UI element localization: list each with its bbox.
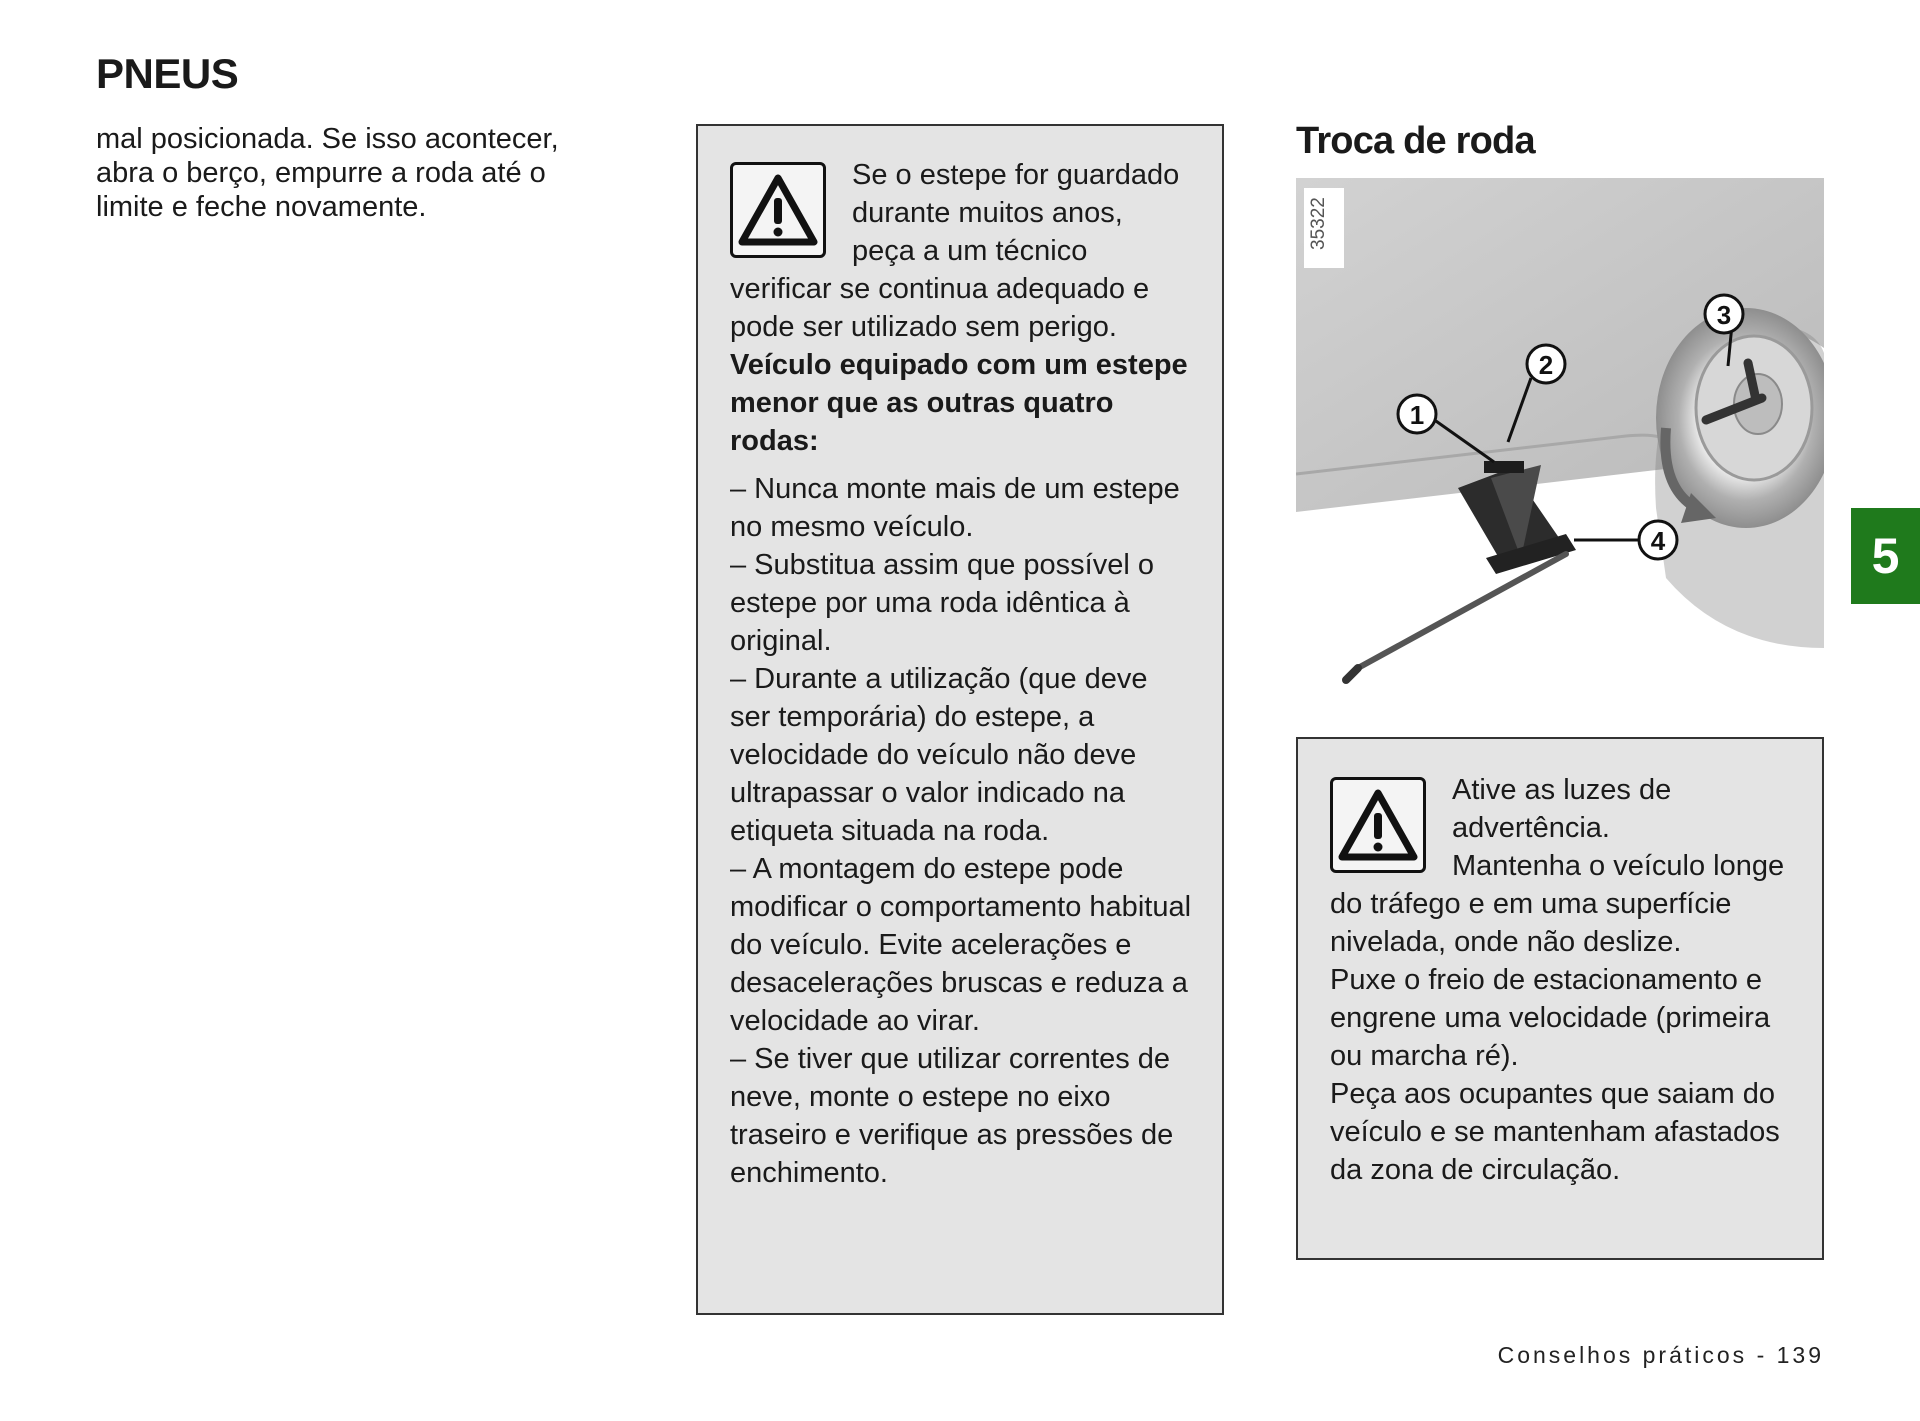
warning-box-spare-tire [696, 124, 1224, 1315]
section-title: Troca de roda [1296, 120, 1535, 162]
jack-handle [1358, 554, 1566, 668]
safety-paragraph: Puxe o freio de estacionamento e engrene uma velocidade (primeira ou marcha ré). [1330, 964, 1771, 1072]
warning-paragraph: Se o estepe for guardado durante muitos anos, peça a um técnico verificar se continua adequado e pode ser utilizado sem perigo. [730, 159, 1180, 343]
warning-list [730, 470, 1192, 1192]
svg-text:1: 1 [1409, 400, 1425, 430]
warning-triangle-icon [1330, 777, 1426, 873]
list-item: – Durante a utilização (que deve ser temporária) do estepe, a velocidade do veículo não deve ultrapassar o valor indicado na etiqueta situada na roda. [730, 663, 1148, 847]
safety-paragraph: Peça aos ocupantes que saiam do veículo e se mantenham afastados da zona de circulação. [1330, 1078, 1780, 1186]
intro-paragraph: mal posicionada. Se isso acontecer, abra o berço, empurre a roda até o limite e feche novamente. [96, 123, 559, 223]
wheel-change-illustration [1296, 178, 1824, 690]
callout-4 [1639, 521, 1677, 559]
svg-text:2: 2 [1538, 350, 1554, 380]
warning-box-safety [1296, 737, 1824, 1260]
list-item: – Nunca monte mais de um estepe no mesmo veículo. [730, 473, 1180, 543]
callout-3 [1705, 295, 1743, 333]
safety-paragraph: Mantenha o veículo longe do tráfego e em uma superfície nivelada, onde não deslize. [1330, 850, 1785, 958]
ref-code: 35322 [1308, 197, 1329, 250]
page-title: PNEUS [96, 50, 239, 97]
warning-triangle-icon [730, 162, 826, 258]
callout-2 [1527, 345, 1565, 383]
list-item: – Se tiver que utilizar correntes de neve, monte o estepe no eixo traseiro e verifique as pressões de enchimento. [730, 1043, 1174, 1189]
list-item: – Substitua assim que possível o estepe por uma roda idêntica à original. [730, 549, 1154, 657]
safety-paragraph: Ative as luzes de advertência. [1452, 774, 1672, 844]
chapter-tab: 5 [1851, 508, 1920, 604]
page-footer: Conselhos práticos - 139 [1497, 1342, 1824, 1368]
callout-1 [1398, 395, 1436, 433]
svg-text:3: 3 [1716, 300, 1732, 330]
warning-subheading: Veículo equipado com um estepe menor que as outras quatro rodas: [730, 349, 1188, 457]
svg-text:4: 4 [1650, 526, 1666, 556]
list-item: – A montagem do estepe pode modificar o comportamento habitual do veículo. Evite acelerações e desacelerações bruscas e reduza a velocidade ao virar. [730, 853, 1192, 1037]
